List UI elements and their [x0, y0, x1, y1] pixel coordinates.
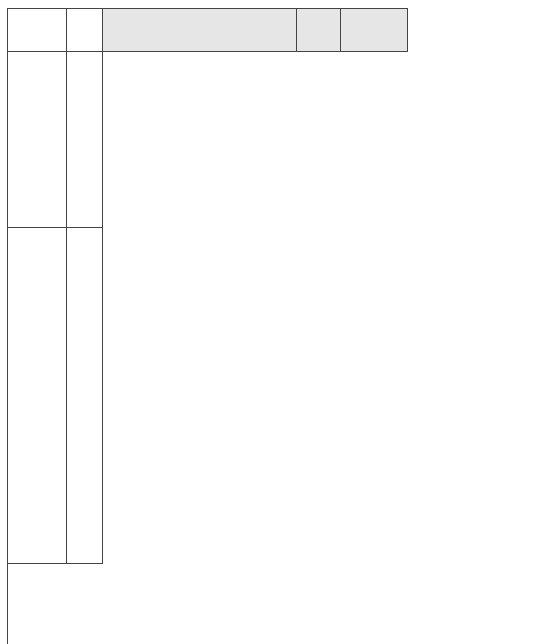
cycle-infantil	[67, 52, 103, 228]
header-alumnes	[341, 9, 408, 52]
cycle-primaria	[67, 228, 103, 564]
section-infantil	[8, 52, 67, 228]
totals-section	[7, 563, 408, 644]
header-blank-2	[67, 9, 103, 52]
header-blank-1	[8, 9, 67, 52]
header-grup	[297, 9, 341, 52]
header-tutor	[103, 9, 297, 52]
tutors-table	[7, 8, 408, 564]
section-primaria	[8, 228, 67, 564]
